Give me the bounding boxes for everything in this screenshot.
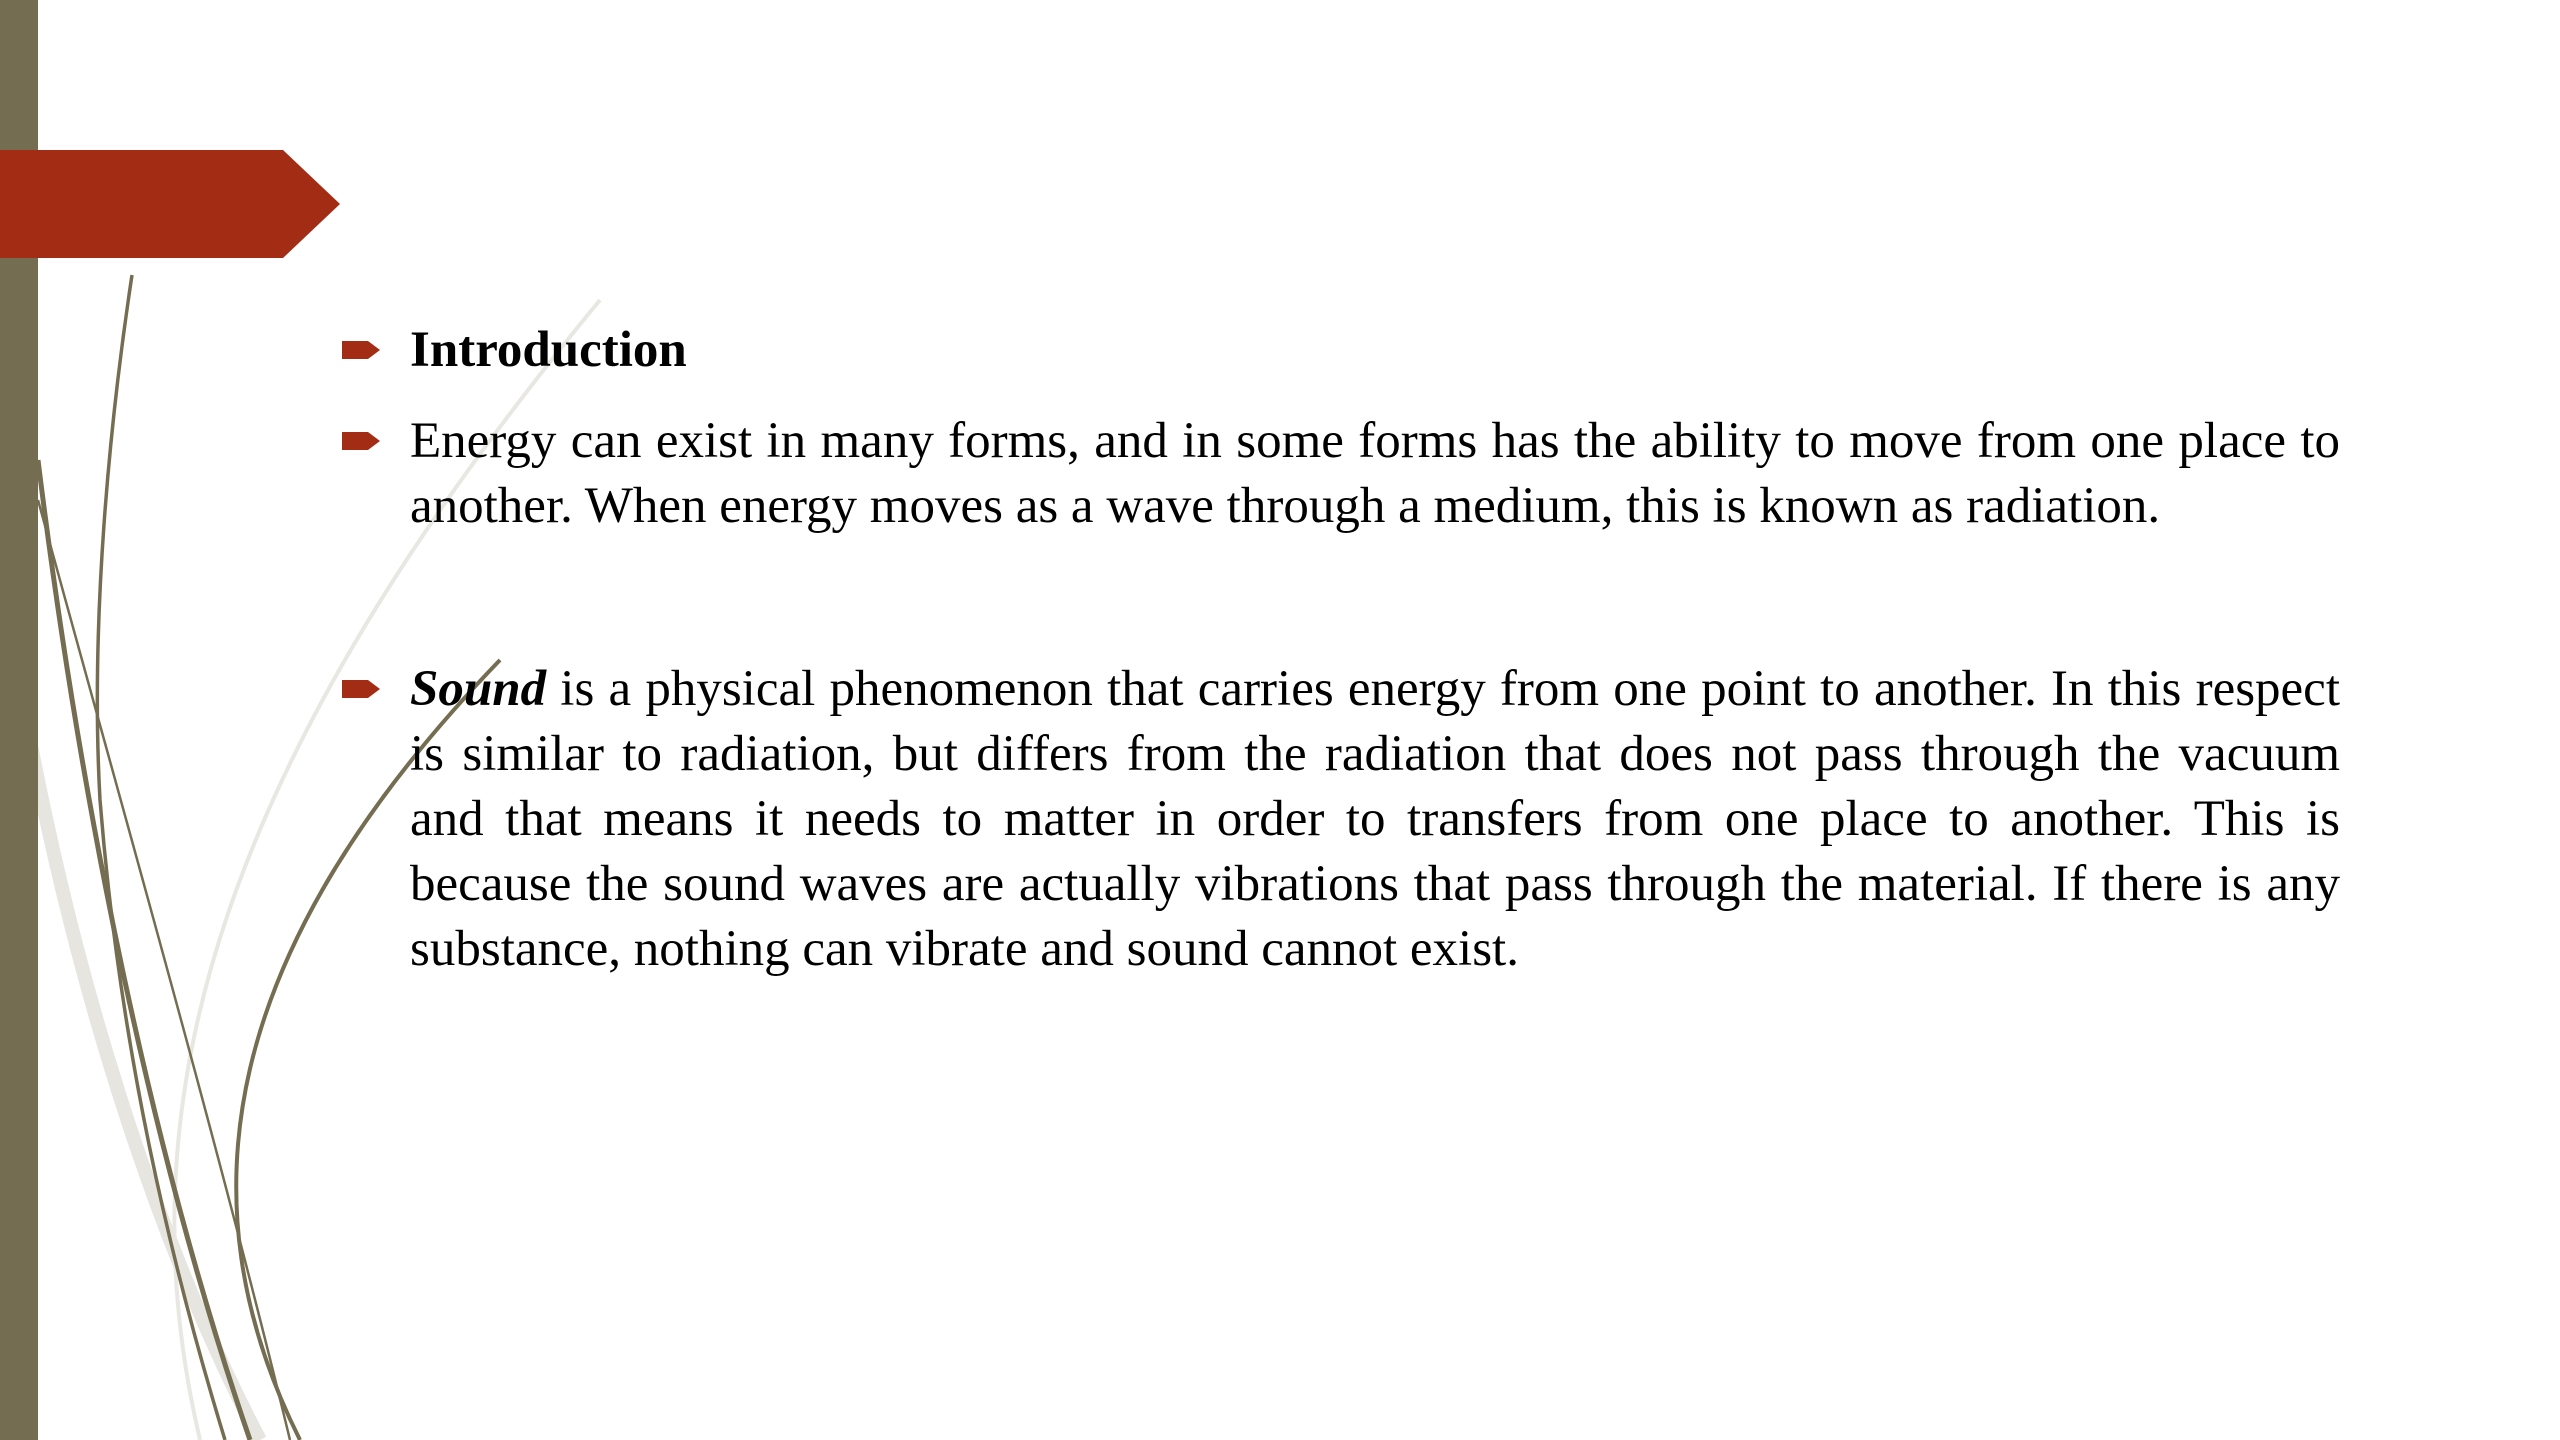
emphasis-term: Sound bbox=[410, 661, 547, 717]
arrow-bullet-icon bbox=[340, 675, 382, 703]
bullet-sound bbox=[340, 657, 2340, 982]
bullet-energy bbox=[340, 409, 2340, 539]
bullet-text: Energy can exist in many forms, and in some forms has the ability to move from one place to another. When energy moves as a wave through a medium, this is known as radiation. bbox=[410, 413, 2340, 534]
slide-content bbox=[340, 318, 2340, 982]
arrow-bullet-icon bbox=[340, 427, 382, 455]
bullet-introduction bbox=[340, 318, 2340, 383]
bullet-text: is a physical phenomenon that carries energy from one point to another. In this respect is similar to radiation, but differs from the radiation that does not pass through the vacuum and that means it needs to matter in order to transfers from one place to another. This is because the sound waves are actually vibrations that pass through the material. If there is any substance, nothing can vibrate and sound cannot exist. bbox=[410, 661, 2340, 977]
bullet-text: Introduction bbox=[410, 322, 687, 378]
title-banner bbox=[0, 150, 340, 258]
arrow-bullet-icon bbox=[340, 336, 382, 364]
